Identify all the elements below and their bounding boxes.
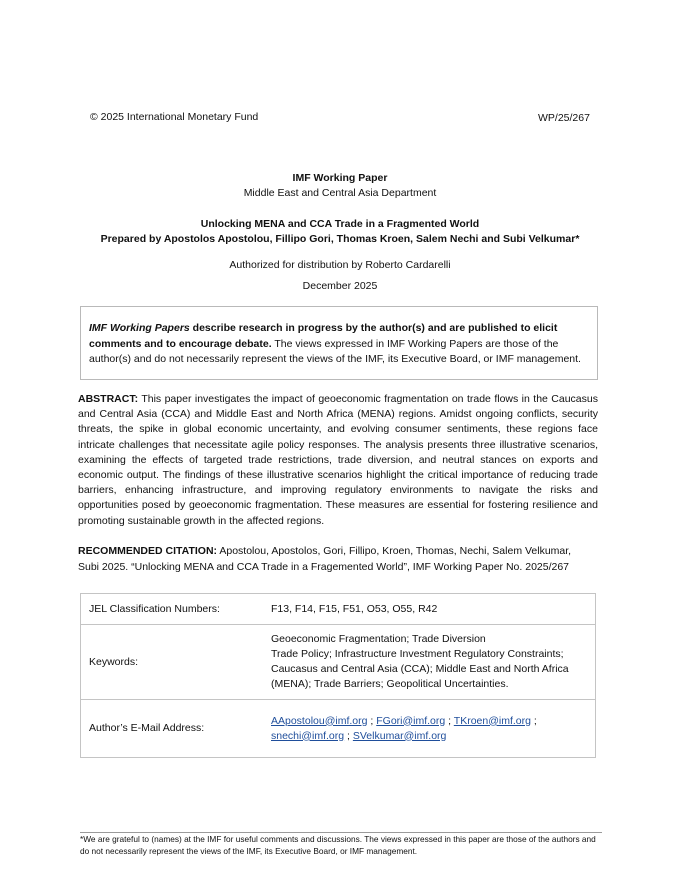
jel-row	[81, 594, 596, 625]
abstract-label: ABSTRACT:	[78, 393, 139, 405]
keywords-row	[81, 625, 596, 700]
citation-label: RECOMMENDED CITATION:	[78, 545, 218, 557]
footnote-divider	[80, 832, 602, 833]
department-name: Middle East and Central Asia Department	[243, 187, 437, 199]
keywords-line: Caucasus and Central Asia (CCA); Middle East and North Africa	[271, 663, 569, 675]
email-separator: ;	[344, 729, 353, 742]
email-link-kroen[interactable]: TKroen@imf.org	[453, 714, 531, 727]
email-link-velkumar[interactable]: SVelkumar@imf.org	[352, 729, 447, 742]
email-value	[257, 700, 596, 758]
copyright-notice: © 2025 International Monetary Fund	[90, 111, 259, 123]
paper-metadata-table	[80, 593, 596, 758]
disclaimer-normal-text: The views expressed in IMF Working Papers are those of the author(s) and do not necessarily represent the views of the IMF, its Executive Board, or IMF management.	[89, 337, 581, 365]
jel-label: JEL Classification Numbers:	[81, 594, 258, 625]
footnote-text: *We are grateful to (names) at the IMF for useful comments and discussions. The views expressed in this paper are those of the authors and do not necessarily represent the views of the IMF, its Executive Board, or IMF management.	[80, 834, 596, 856]
author-list: Prepared by Apostolos Apostolou, Fillipo Gori, Thomas Kroen, Salem Nechi and Subi Velkumar*	[100, 233, 580, 245]
email-link-apostolou[interactable]: AApostolou@imf.org	[271, 714, 368, 727]
keywords-label: Keywords:	[81, 625, 258, 700]
series-title: IMF Working Paper	[292, 172, 388, 184]
publication-date: December 2025	[302, 280, 378, 292]
citation-text: Apostolou, Apostolos, Gori, Fillipo, Kroen, Thomas, Nechi, Salem Velkumar, Subi 2025. “Unlocking MENA and CCA Trade in a Fragemented World”, IMF Working Paper No. 2025/267	[78, 545, 572, 573]
jel-value: F13, F14, F15, F51, O53, O55, R42	[257, 594, 596, 625]
email-separator: ;	[445, 714, 454, 727]
working-paper-number: WP/25/267	[538, 112, 590, 124]
email-link-gori[interactable]: FGori@imf.org	[376, 714, 446, 727]
citation-paragraph	[78, 544, 583, 575]
email-separator: ;	[367, 714, 377, 727]
paper-title: Unlocking MENA and CCA Trade in a Fragmented World	[200, 218, 480, 230]
disclaimer-italic-lead: IMF Working Papers	[89, 322, 190, 334]
keywords-value	[257, 625, 596, 700]
keywords-line: Trade Policy; Infrastructure Investment Regulatory Constraints;	[271, 648, 564, 660]
disclaimer-bold-text: describe research in progress by the author(s) and are published to elicit comments and to encourage debate.	[89, 322, 558, 350]
authorization-line: Authorized for distribution by Roberto Cardarelli	[229, 259, 451, 271]
disclaimer-text	[89, 321, 587, 368]
abstract-paragraph	[78, 392, 598, 529]
disclaimer-box	[80, 306, 598, 380]
email-label: Author’s E-Mail Address:	[81, 700, 258, 758]
abstract-text: This paper investigates the impact of geoeconomic fragmentation on trade flows in the Caucasus and Central Asia (CCA) and Middle East and North Africa (MENA) regions. Amidst ongoing conflicts, security threats, the spike in global economic uncertainty, and evolving consumer sentiments, these regions face intricate challenges that necessitate agile policy responses. The analysis presents three illustrative scenarios, examining the effects of targeted trade restrictions, trade diversion, and neutral stances on exports and economic output. The findings of these illustrative scenarios highlight the critical importance of reducing trade barriers, enhancing infrastructure, and improving regulatory environments to navigate the risks and opportunities posed by geoeconomic fragmentation. These measures are essential for fostering resilience and promoting sustainable growth in the affected regions.	[78, 393, 598, 527]
keywords-line: (MENA); Trade Barriers; Geopolitical Uncertainties.	[271, 678, 509, 690]
email-row	[81, 700, 596, 758]
email-separator: ;	[530, 714, 537, 727]
keywords-line: Geoeconomic Fragmentation; Trade Diversion	[271, 633, 486, 645]
email-link-nechi[interactable]: snechi@imf.org	[271, 729, 345, 742]
